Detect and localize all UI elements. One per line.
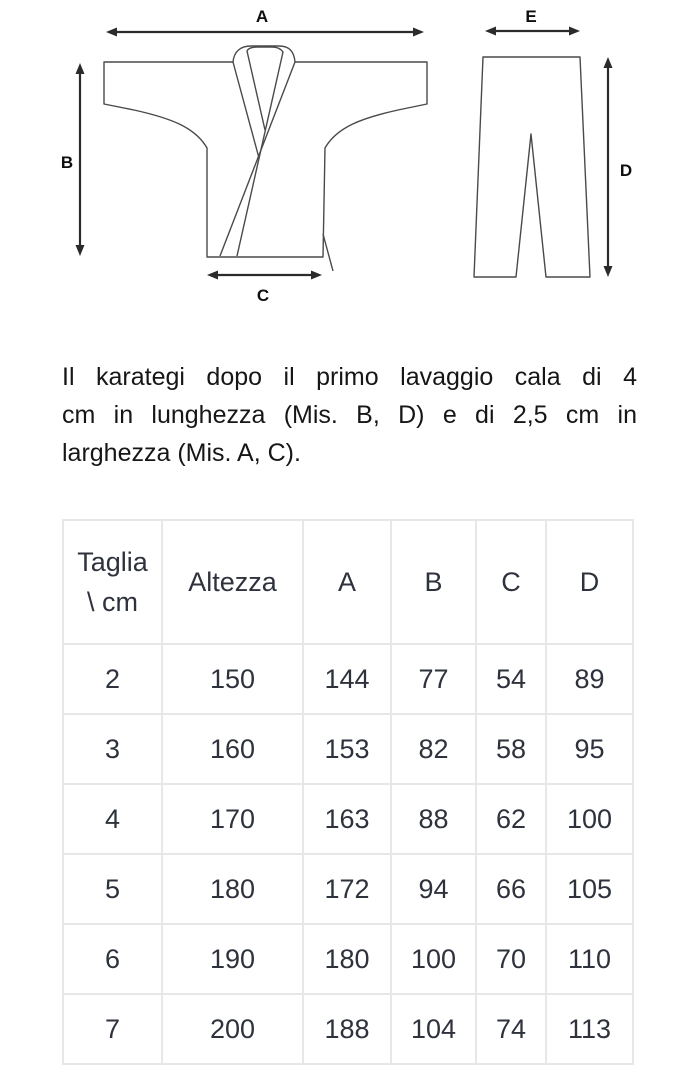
size-table-header-row [63, 520, 633, 644]
table-row [63, 784, 633, 854]
size-table-body [63, 644, 633, 1064]
size-cell: 180 [162, 854, 303, 924]
table-row [63, 994, 633, 1064]
header-taglia-cm [63, 520, 162, 644]
size-cell: 82 [391, 714, 476, 784]
header-A: A [303, 520, 391, 644]
table-row [63, 644, 633, 714]
label-pants-waist-E: E [525, 7, 537, 26]
size-cell: 160 [162, 714, 303, 784]
size-cell: 170 [162, 784, 303, 854]
label-jacket-length-B: B [60, 153, 74, 172]
arrow-B [76, 63, 85, 256]
arrow-C [207, 271, 322, 280]
arrow-D [604, 57, 613, 277]
header-taglia-line1: Taglia [77, 547, 148, 577]
header-D: D [546, 520, 633, 644]
pants-outline [474, 57, 590, 277]
shrinkage-note-line: cm in lunghezza (Mis. B, D) e di 2,5 cm in [62, 401, 637, 429]
header-altezza: Altezza [162, 520, 303, 644]
shrinkage-note-line: larghezza (Mis. A, C). [62, 439, 301, 467]
size-cell: 144 [303, 644, 391, 714]
size-cell: 5 [63, 854, 162, 924]
size-cell: 88 [391, 784, 476, 854]
size-cell: 180 [303, 924, 391, 994]
arrow-A [106, 28, 424, 37]
size-diagram [0, 0, 699, 310]
size-cell: 172 [303, 854, 391, 924]
size-cell: 150 [162, 644, 303, 714]
size-cell: 54 [476, 644, 546, 714]
size-cell: 100 [546, 784, 633, 854]
size-cell: 62 [476, 784, 546, 854]
header-taglia-line2: \ cm [87, 587, 138, 617]
size-cell: 188 [303, 994, 391, 1064]
size-cell: 77 [391, 644, 476, 714]
size-cell: 94 [391, 854, 476, 924]
label-jacket-hem-C: C [256, 286, 270, 305]
size-cell: 6 [63, 924, 162, 994]
size-cell: 3 [63, 714, 162, 784]
size-cell: 200 [162, 994, 303, 1064]
size-cell: 110 [546, 924, 633, 994]
size-cell: 95 [546, 714, 633, 784]
shrinkage-note [62, 358, 637, 472]
label-jacket-width-A: A [255, 7, 269, 26]
size-cell: 58 [476, 714, 546, 784]
size-cell: 74 [476, 994, 546, 1064]
table-row [63, 854, 633, 924]
size-cell: 105 [546, 854, 633, 924]
size-cell: 113 [546, 994, 633, 1064]
size-cell: 4 [63, 784, 162, 854]
label-pants-length-D: D [619, 161, 633, 180]
size-cell: 100 [391, 924, 476, 994]
size-cell: 2 [63, 644, 162, 714]
header-C: C [476, 520, 546, 644]
size-cell: 163 [303, 784, 391, 854]
size-table [62, 519, 634, 1065]
size-cell: 66 [476, 854, 546, 924]
shrinkage-note-line: Il karategi dopo il primo lavaggio cala di 4 [62, 363, 637, 391]
table-row [63, 714, 633, 784]
karategi-measurement-diagram [0, 0, 699, 310]
jacket-front-flap [323, 234, 333, 271]
size-cell: 89 [546, 644, 633, 714]
size-cell: 104 [391, 994, 476, 1064]
size-cell: 153 [303, 714, 391, 784]
arrow-E [485, 27, 580, 36]
size-cell: 70 [476, 924, 546, 994]
table-row [63, 924, 633, 994]
size-cell: 190 [162, 924, 303, 994]
header-B: B [391, 520, 476, 644]
size-cell: 7 [63, 994, 162, 1064]
